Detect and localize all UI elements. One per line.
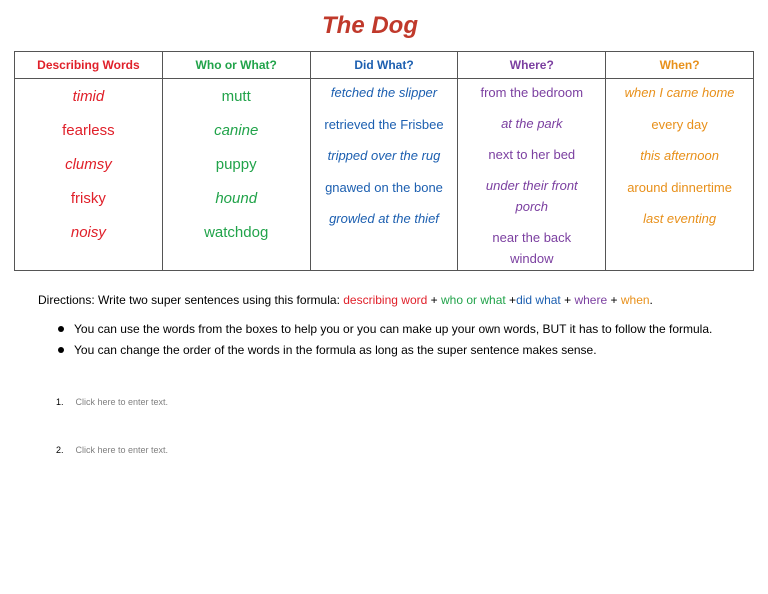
header-who-or-what: Who or What?: [162, 52, 310, 79]
word-item: canine: [214, 122, 259, 139]
cell-when: [606, 79, 754, 271]
word-item: from the bedroom: [480, 85, 584, 100]
bullet-text: You can change the order of the words in the formula as long as the super sentence makes sense.: [74, 343, 597, 357]
word-item: fetched the slipper: [330, 85, 438, 100]
bullet-text: You can use the words from the boxes to help you or you can make up your own words, BUT it has to follow the formula.: [74, 322, 713, 336]
list-item: [56, 322, 712, 343]
word-item: last eventing: [643, 211, 717, 226]
bullet-icon: [58, 326, 64, 332]
directions-text: [38, 293, 653, 307]
instruction-list: [56, 322, 712, 364]
word-item: fearless: [62, 122, 115, 139]
formula-when: when: [620, 293, 650, 307]
word-item: timid: [72, 88, 105, 105]
formula-where: where: [574, 293, 608, 307]
formula-plus: +: [430, 293, 438, 307]
formula-describing-word: describing word: [343, 293, 428, 307]
directions-prefix: Directions: Write two super sentences using this formula:: [38, 293, 340, 307]
word-item: frisky: [70, 190, 106, 207]
entry-number: 1.: [56, 397, 64, 407]
header-did-what: Did What?: [310, 52, 458, 79]
word-item: retrieved the Frisbee: [324, 116, 444, 132]
formula-period: .: [649, 293, 653, 307]
formula-plus: +: [509, 293, 517, 307]
formula-plus: +: [610, 293, 618, 307]
table-body-row: [15, 79, 754, 271]
text-entry-field[interactable]: Click here to enter text.: [75, 445, 169, 455]
word-item: gnawed on the bone: [325, 179, 443, 195]
word-table: [14, 51, 754, 271]
word-item: next to her bed: [488, 147, 576, 162]
header-describing-words: Describing Words: [15, 52, 163, 79]
word-item: hound: [215, 190, 258, 207]
word-item: when I came home: [624, 85, 735, 100]
table-header-row: [15, 52, 754, 79]
word-item: this afternoon: [640, 148, 719, 163]
text-entry-field[interactable]: Click here to enter text.: [75, 397, 169, 407]
word-item: puppy: [215, 156, 257, 173]
word-item: clumsy: [65, 156, 112, 173]
cell-describing-words: [15, 79, 163, 271]
word-item: watchdog: [204, 224, 269, 241]
cell-where: [458, 79, 606, 271]
formula-did-what: did what: [516, 293, 561, 307]
cell-did-what: [310, 79, 458, 271]
header-when: When?: [606, 52, 754, 79]
list-item: [56, 343, 712, 364]
word-item: every day: [651, 116, 708, 132]
sentence-entry-1: [56, 397, 168, 407]
formula-plus: +: [564, 293, 572, 307]
word-item: mutt: [221, 88, 251, 105]
formula-who-or-what: who or what: [441, 293, 506, 307]
word-item: around dinnertime: [627, 179, 732, 195]
entry-number: 2.: [56, 445, 64, 455]
sentence-entry-2: [56, 445, 168, 455]
word-item: at the park: [501, 116, 563, 131]
word-item: noisy: [70, 224, 106, 241]
word-item: under their front porch: [485, 178, 578, 214]
header-where: Where?: [458, 52, 606, 79]
document-title: The Dog: [322, 12, 418, 39]
bullet-icon: [58, 347, 64, 353]
word-item: growled at the thief: [329, 211, 439, 226]
cell-who-or-what: [162, 79, 310, 271]
word-item: tripped over the rug: [327, 148, 441, 163]
word-item: near the back window: [492, 230, 572, 266]
